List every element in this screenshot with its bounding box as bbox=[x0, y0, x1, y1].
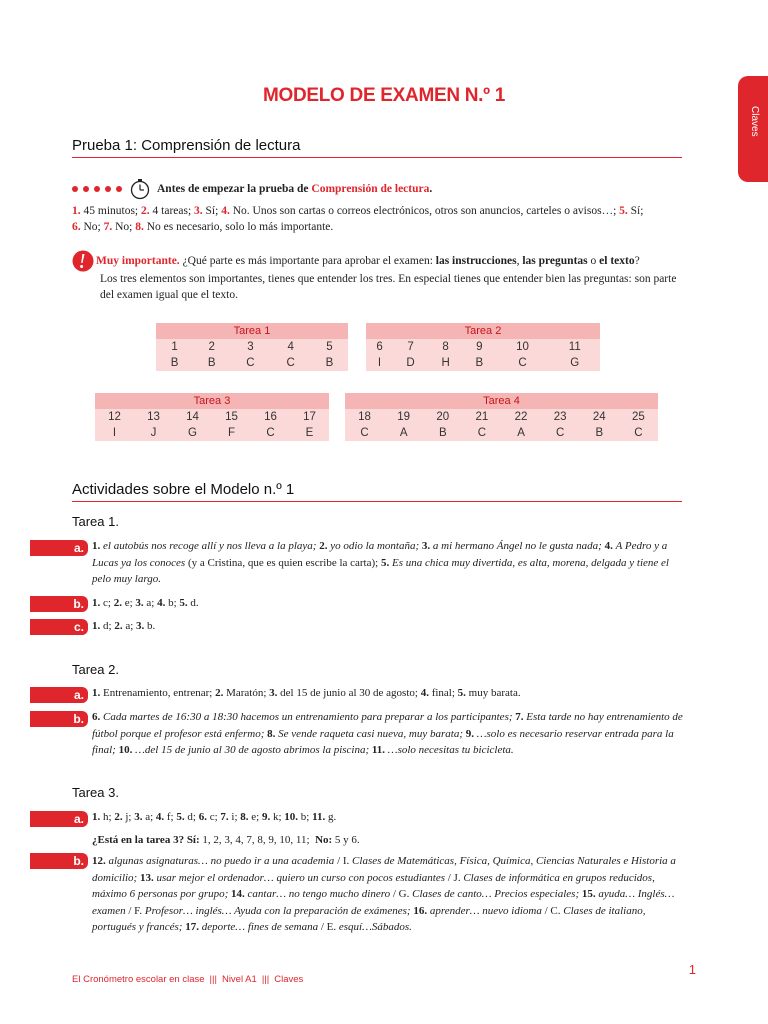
answer-text: No. Unos son cartas o correos electrónicos, otros son anuncios, carteles o avisos…; bbox=[229, 205, 620, 217]
answer-number: 5. bbox=[619, 205, 628, 217]
bullet-dot-icon bbox=[105, 186, 111, 192]
grid-number-cell: 9 bbox=[476, 341, 483, 353]
item-tag-a: a. bbox=[30, 811, 88, 827]
grid-number-cell: 11 bbox=[568, 341, 581, 353]
page-number: 1 bbox=[688, 962, 696, 977]
important-note: Muy importante. ¿Qué parte es más importante para aprobar el examen: las instrucciones, las preguntas o el texto? Los tres elementos son importantes, tienes que entender los tres. En especial tienes que entender bien las preguntas: son parte del examen igual que el texto. bbox=[96, 253, 680, 303]
tarea-3-answer-a: 1. h; 2. j; 3. a; 4. f; 5. d; 6. c; 7. i; 8. e; 9. k; 10. b; 11. g. bbox=[92, 811, 337, 823]
answer-grid-tarea-2 bbox=[366, 323, 600, 371]
grid-letter-cell: I bbox=[377, 357, 382, 369]
tarea-1-answer-b: 1. c; 2. e; 3. a; 4. b; 5. d. bbox=[92, 597, 199, 609]
answer-text: Sí; bbox=[627, 205, 644, 217]
grid-number-cell: 13 bbox=[147, 411, 160, 423]
grid-letter-cell: D bbox=[406, 357, 415, 369]
tarea-2-answer-b: 6. Cada martes de 16:30 a 18:30 hacemos un entrenamiento para preparar a los participantes; 7. Esta tarde no hay entrenamiento de fútbol porque el profesor está enfermo; 8. Se vende raqueta casi nueva, muy barata; 9. …solo es necesario reservar entrada para la final; 10. …del 15 de junio al 30 de agosto abrimos la piscina; 11. …solo necesitas tu bicicleta. bbox=[92, 711, 683, 756]
grid-letter-cell: I bbox=[112, 427, 117, 439]
grid-number-cell: 12 bbox=[108, 411, 121, 423]
grid-number-cell: 25 bbox=[632, 411, 645, 423]
answer-number: 4. bbox=[221, 205, 230, 217]
grid-number-cell: 2 bbox=[208, 341, 215, 353]
intro-line: Antes de empezar la prueba de Comprensión de lectura. bbox=[72, 178, 432, 200]
grid-number-cell: 3 bbox=[247, 341, 254, 353]
grid-letter-cell: C bbox=[634, 427, 643, 439]
grid-letter-cell: C bbox=[477, 427, 487, 439]
item-tag-a: a. bbox=[30, 540, 88, 556]
important-label: Muy importante. bbox=[96, 255, 180, 267]
answer-text: Sí; bbox=[202, 205, 222, 217]
answer-grid-tarea-1 bbox=[156, 323, 348, 371]
grid-letter-cell: C bbox=[246, 357, 255, 369]
grid-letter-cell: C bbox=[360, 427, 369, 439]
grid-letter-cell: A bbox=[399, 427, 408, 439]
intro-prefix: Antes de empezar la prueba de bbox=[157, 183, 312, 195]
grid-letter-cell: J bbox=[150, 427, 157, 439]
section-heading-actividades: Actividades sobre el Modelo n.º 1 bbox=[72, 482, 682, 502]
tarea-2-answer-a: 1. Entrenamiento, entrenar; 2. Maratón; 3. del 15 de junio al 30 de agosto; 4. final; 5. muy barata. bbox=[92, 687, 521, 699]
bullet-dot-icon bbox=[83, 186, 89, 192]
answer-number: 1. bbox=[72, 205, 81, 217]
grid-letter-cell: H bbox=[441, 357, 450, 369]
item-tag-b: b. bbox=[30, 853, 88, 869]
grid-letter-cell: C bbox=[556, 427, 565, 439]
item-tag-a: a. bbox=[30, 687, 88, 703]
footer: El Cronómetro escolar en clase ||| Nivel A1 ||| Claves bbox=[72, 974, 304, 985]
stopwatch-icon bbox=[129, 178, 151, 200]
grid-number-cell: 18 bbox=[358, 411, 371, 423]
prueba-answers bbox=[72, 203, 684, 235]
grid-number-cell: 16 bbox=[264, 411, 277, 423]
answer-grid-tarea-3 bbox=[95, 393, 329, 441]
exclamation-icon bbox=[72, 250, 94, 272]
grid-letter-cell: C bbox=[518, 357, 527, 369]
section-heading-prueba: Prueba 1: Comprensión de lectura bbox=[72, 138, 682, 158]
tarea-1-answer-c: 1. d; 2. a; 3. b. bbox=[92, 620, 156, 632]
bullet-dot-icon bbox=[116, 186, 122, 192]
bullet-dot-icon bbox=[94, 186, 100, 192]
grid-title: Tarea 2 bbox=[366, 323, 600, 339]
tarea-3-answer-a-note: ¿Está en la tarea 3? Sí: 1, 2, 3, 4, 7, 8, 9, 10, 11; No: 5 y 6. bbox=[92, 834, 360, 846]
grid-number-cell: 5 bbox=[326, 341, 333, 353]
grid-number-cell: 6 bbox=[376, 341, 383, 353]
grid-number-cell: 10 bbox=[516, 341, 529, 353]
answers-line-1 bbox=[72, 203, 684, 219]
answer-number: 3. bbox=[194, 205, 203, 217]
answer-number: 8. bbox=[135, 221, 144, 233]
grid-number-cell: 20 bbox=[436, 411, 450, 423]
answers-line-2 bbox=[72, 219, 684, 235]
grid-letter-cell: B bbox=[325, 357, 334, 369]
grid-number-cell: 21 bbox=[475, 411, 489, 423]
grid-number-cell: 1 bbox=[171, 341, 178, 353]
answer-text: No; bbox=[112, 221, 136, 233]
grid-number-cell: 24 bbox=[592, 411, 606, 423]
grid-number-cell: 7 bbox=[407, 341, 414, 353]
answer-text: No; bbox=[80, 221, 104, 233]
grid-letter-cell: C bbox=[266, 427, 275, 439]
grid-letter-cell: B bbox=[475, 357, 484, 369]
grid-letter-cell: B bbox=[438, 427, 447, 439]
tarea-1-answer-a: 1. el autobús nos recoge allí y nos lleva a la playa; 2. yo odio la montaña; 3. a mi hermano Ángel no le gusta nada; 4. A Pedro y a Lucas ya los conoces (y a Cristina, que es quien escribe la carta); 5. Es una chica muy divertida, es alta, morena, delgada y tiene el pelo muy largo. bbox=[92, 540, 669, 585]
tarea-3-title: Tarea 3. bbox=[72, 785, 119, 800]
grid-number-cell: 15 bbox=[225, 411, 238, 423]
item-tag-b: b. bbox=[30, 596, 88, 612]
answer-number: 6. bbox=[72, 221, 81, 233]
grid-title: Tarea 3 bbox=[95, 393, 329, 409]
grid-letter-cell: B bbox=[207, 357, 216, 369]
grid-letter-cell: F bbox=[227, 427, 236, 439]
grid-number-cell: 17 bbox=[303, 411, 316, 423]
grid-title: Tarea 4 bbox=[345, 393, 658, 409]
grid-number-cell: 4 bbox=[287, 341, 294, 353]
tarea-1-title: Tarea 1. bbox=[72, 514, 119, 529]
grid-number-cell: 19 bbox=[397, 411, 411, 423]
grid-letter-cell: C bbox=[286, 357, 295, 369]
answer-number: 7. bbox=[103, 221, 113, 233]
grid-letter-cell: G bbox=[570, 357, 580, 369]
important-text: Los tres elementos son importantes, tienes que entender los tres. En especial tienes que entender bien las preguntas: son parte del examen igual que el texto. bbox=[100, 273, 677, 301]
item-tag-b: b. bbox=[30, 711, 88, 727]
section-tab-claves: Claves bbox=[738, 76, 768, 182]
grid-letter-cell: A bbox=[517, 427, 525, 439]
item-tag-c: c. bbox=[30, 619, 88, 635]
answer-text: 45 minutos; bbox=[80, 205, 142, 217]
grid-letter-cell: G bbox=[188, 427, 197, 439]
grid-number-cell: 22 bbox=[514, 411, 528, 423]
grid-letter-cell: B bbox=[170, 357, 179, 369]
answer-grid-tarea-4 bbox=[345, 393, 658, 441]
grid-number-cell: 8 bbox=[442, 341, 449, 353]
answer-text: 4 tareas; bbox=[149, 205, 195, 217]
tarea-3-answer-b: 12. algunas asignaturas… no puedo ir a una academia / I. Clases de Matemáticas, Física, Química, Ciencias Naturales e Historia a domicilio; 13. usar mejor el ordenador… quiero un curso con pocos estudiantes / J. Clases de informática en grupos reducidos, máximo 6 personas por grupo; 14. cantar… no tengo mucho dinero / G. Clases de canto… Precios especiales; 15. ayuda… Inglés… examen / F. Profesor… inglés… Ayuda con la preparación de exámenes; 16. aprender… nuevo idioma / C. Clases de italiano, portugués y francés; 17. deporte… fines de semana / E. esquí…Sábados. bbox=[92, 855, 676, 933]
grid-letter-cell: B bbox=[595, 427, 604, 439]
grid-number-cell: 14 bbox=[186, 411, 199, 423]
page-title: MODELO DE EXAMEN N.º 1 bbox=[262, 85, 506, 106]
intro-highlight: Comprensión de lectura bbox=[311, 183, 430, 195]
tarea-2-title: Tarea 2. bbox=[72, 662, 119, 677]
answer-number: 2. bbox=[141, 205, 150, 217]
grid-letter-cell: E bbox=[305, 427, 314, 439]
answer-text: No es necesario, solo lo más importante. bbox=[143, 221, 334, 233]
bullet-dot-icon bbox=[72, 186, 78, 192]
grid-number-cell: 23 bbox=[553, 411, 567, 423]
grid-title: Tarea 1 bbox=[156, 323, 348, 339]
